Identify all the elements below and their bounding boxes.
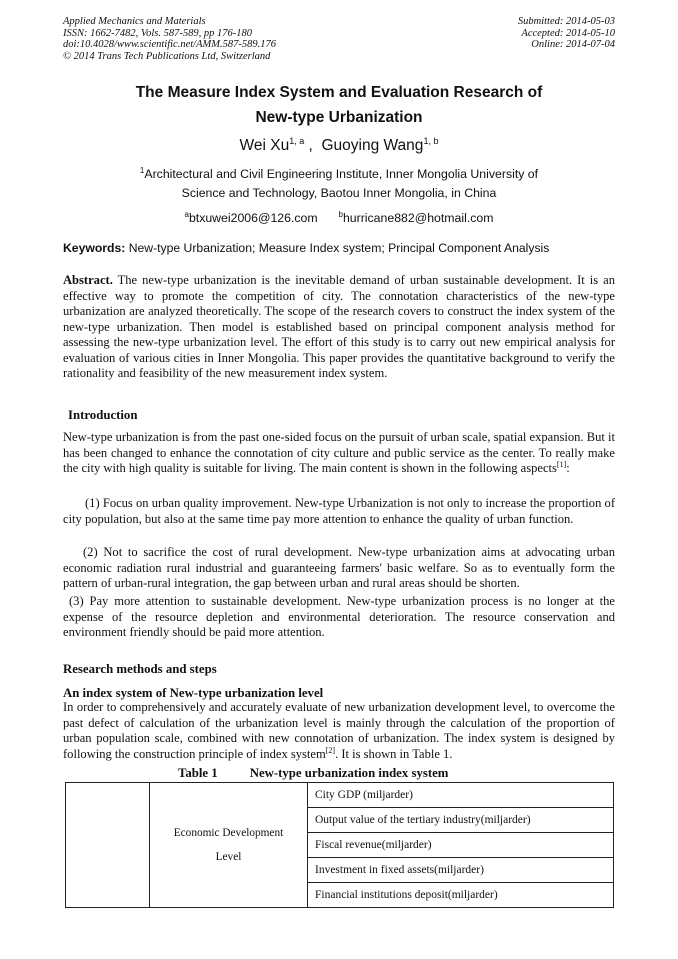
table-title: New-type urbanization index system <box>249 766 449 780</box>
journal-copyright: © 2014 Trans Tech Publications Ltd, Switzerland <box>63 50 271 62</box>
introduction-paragraph-4: (3) Pay more attention to sustainable development. New-type urbanization process is no longer at the expense of the resource depletion and environmental deterioration. The resource conservation and environment friendly should be paid more attention. <box>63 594 615 639</box>
introduction-heading: Introduction <box>68 408 138 422</box>
keywords-text: New-type Urbanization; Measure Index system; Principal Component Analysis <box>125 241 550 255</box>
methods-subheading: An index system of New-type urbanization level <box>63 686 324 700</box>
journal-issn: ISSN: 1662-7482, Vols. 587-589, pp 176-180 <box>63 27 252 39</box>
title-line-2: New-type Urbanization <box>255 109 423 126</box>
author-2-affil: 1, b <box>423 136 439 146</box>
table-empty-cell <box>66 783 150 908</box>
author-separator: , <box>304 137 322 155</box>
author-2-name: Guoying Wang <box>321 137 424 155</box>
table-caption <box>178 766 448 781</box>
table-index-cell: Fiscal revenue(miljarder) <box>308 833 614 858</box>
citation-1: [1] <box>556 459 567 469</box>
intro-p1-end: : <box>566 461 570 475</box>
intro-p1-text: New-type urbanization is from the past one-sided focus on the pursuit of urban scale, spatial expansion. But it has been changed to enhance the connotation of city culture and public service as the center. To really make the city with high quality is suitable for living. The main content is shown in the following aspects <box>63 430 615 475</box>
introduction-paragraph-1 <box>63 430 615 477</box>
table-index-cell: Financial institutions deposit(miljarder) <box>308 883 614 908</box>
online-date: Online: 2014-07-04 <box>531 39 615 50</box>
affiliation-line-2: Science and Technology, Baotou Inner Mongolia, in China <box>181 186 497 200</box>
methods-p1-end: . It is shown in Table 1. <box>335 746 453 761</box>
keywords-label: Keywords: <box>63 241 126 255</box>
submitted-date: Submitted: 2014-05-03 <box>517 16 615 27</box>
table-category-cell <box>150 783 308 908</box>
methods-paragraph-1 <box>63 700 615 762</box>
email-a-sup: a <box>184 210 189 219</box>
introduction-paragraph-3: (2) Not to sacrifice the cost of rural development. New-type urbanization aims at advocating urban economic radiation rural industrial and guaranteeing farmers' basic welfare. So as to eventually form the pattern of urban-rural integration, the gap between urban and rural areas should be shorten. <box>63 545 615 590</box>
accepted-date: Accepted: 2014-05-10 <box>521 27 615 39</box>
table-row <box>66 783 614 808</box>
email-b-sup: b <box>338 210 343 219</box>
introduction-paragraph-2: (1) Focus on urban quality improvement. New-type Urbanization is not only to increase the proportion of city population, but also at the same time pay more attention to enhance the quality of urban function. <box>63 496 615 526</box>
citation-2: [2] <box>325 745 336 755</box>
table-number: Table 1 <box>178 766 218 780</box>
journal-header-right <box>518 16 615 51</box>
journal-header-left <box>63 16 276 62</box>
email-b[interactable]: hurricane882@hotmail.com <box>342 211 494 226</box>
title-line-1: The Measure Index System and Evaluation Research of <box>135 84 543 101</box>
journal-name: Applied Mechanics and Materials <box>63 16 206 27</box>
email-line <box>0 204 678 229</box>
keywords <box>63 241 615 255</box>
affiliation-text-1: Architectural and Civil Engineering Institute, Inner Mongolia University of <box>144 167 539 182</box>
abstract-text: The new-type urbanization is the inevitable demand of urban sustainable development. It is an effective way to promote the competition of city. The connotation characteristics of the new-type urbanization are analyzed theoretically. The scope of the research covers to construct the index system of the new-type urbanization. Then model is established based on principal component analysis method for assessing the new-type urbanization level. The effort of this study is to carry out new empirical analysis for evaluation of various cities in Inner Mongolia. This paper provides the quantitative background to verify the rationality and feasibility of the new measurement index system. <box>63 273 615 380</box>
category-line-1: Economic Development <box>173 827 284 839</box>
affiliation-sup: 1 <box>139 166 145 175</box>
methods-heading: Research methods and steps <box>63 662 217 676</box>
table-index-cell: Investment in fixed assets(miljarder) <box>308 858 614 883</box>
category-line-2: Level <box>215 851 242 863</box>
author-1-name: Wei Xu <box>239 137 290 155</box>
methods-p1-text: In order to comprehensively and accurately evaluate of new urbanization development level, to overcome the past defect of calculation of the urbanization level is mainly through the calculation of the proportion of urban population scale, combined with new connotation of urbanization. The index system is designed by following the construction principle of index system <box>63 700 615 761</box>
table-index-cell: City GDP (miljarder) <box>308 783 614 808</box>
table-index-cell: Output value of the tertiary industry(miljarder) <box>308 808 614 833</box>
journal-doi: doi:10.4028/www.scientific.net/AMM.587-589.176 <box>63 39 276 50</box>
abstract-label: Abstract. <box>63 273 113 287</box>
abstract <box>63 273 615 382</box>
author-list <box>0 136 678 155</box>
index-system-table <box>65 782 614 908</box>
paper-title <box>0 80 678 130</box>
email-a[interactable]: btxuwei2006@126.com <box>188 211 318 226</box>
author-1-affil: 1, a <box>289 136 305 146</box>
